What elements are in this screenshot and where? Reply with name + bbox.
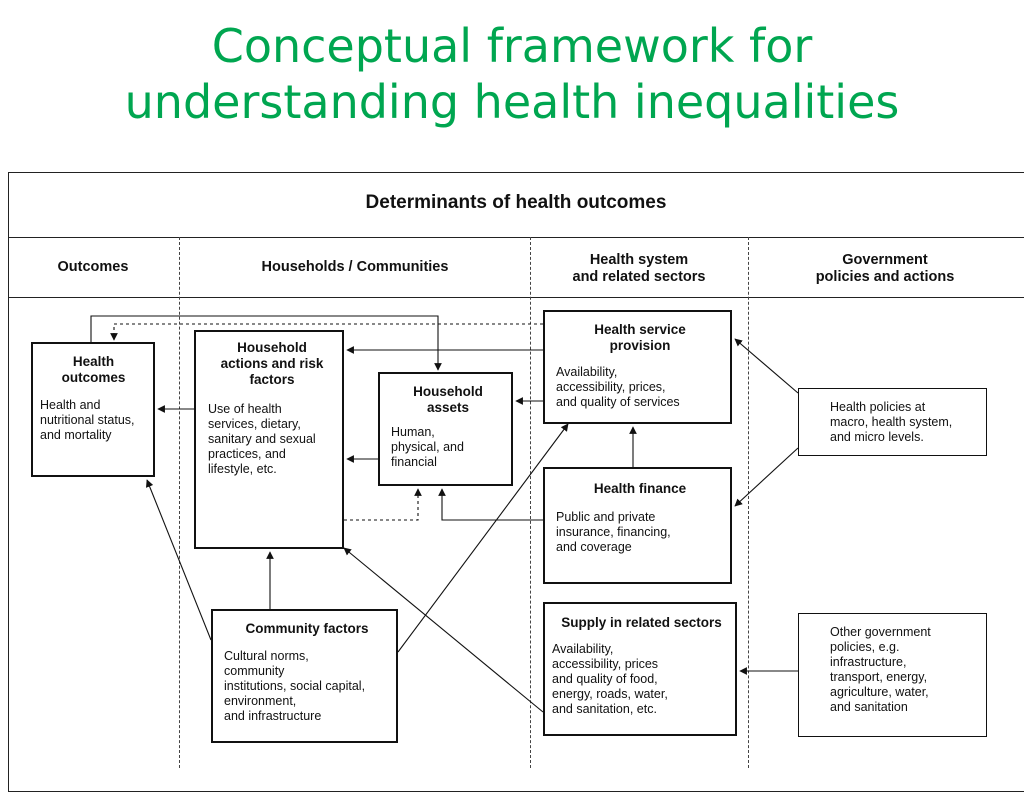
community-factors-text: Cultural norms, community institutions, social capital, environment, and infrastructure <box>224 649 366 723</box>
arrow-supply-to-actions <box>344 548 543 712</box>
health-finance-title: Health finance <box>593 481 687 496</box>
health-service-provision-title: Health service provision <box>594 322 686 353</box>
health-policies-text: Health policies at macro, health system, and micro levels. <box>830 400 953 444</box>
health-outcomes-title: Health outcomes <box>61 354 126 385</box>
arrow-community-to-provision <box>398 424 568 652</box>
supply-related-sectors-title: Supply in related sectors <box>561 615 722 630</box>
arrow-community-to-outcomes <box>147 480 211 640</box>
health-outcomes-text: Health and nutritional status, and mortality <box>40 398 135 442</box>
arrow-finance-to-assets <box>442 489 543 520</box>
diagram-header: Determinants of health outcomes <box>365 192 667 213</box>
slide-title-line-2: understanding health inequalities <box>124 75 900 129</box>
slide-title-line-1: Conceptual framework for <box>211 19 813 73</box>
column-header-households: Households / Communities <box>261 259 449 275</box>
health-service-provision-text: Availability, accessibility, prices, and quality of services <box>556 365 680 409</box>
column-header-outcomes: Outcomes <box>57 259 129 275</box>
arrow-policies-to-provision <box>735 339 798 393</box>
other-government-policies-text: Other government policies, e.g. infrastructure, transport, energy, agriculture, water, and sanitation <box>830 625 931 714</box>
supply-related-sectors-text: Availability, accessibility, prices and quality of food, energy, roads, water, and sanitation, etc. <box>552 642 668 716</box>
column-header-health-system: Health system and related sectors <box>572 252 706 285</box>
arrow-policies-to-finance <box>735 448 798 506</box>
household-actions-title: Household actions and risk factors <box>220 340 324 387</box>
health-finance-text: Public and private insurance, financing, and coverage <box>556 510 671 554</box>
column-header-government: Government policies and actions <box>815 252 955 285</box>
household-actions-text: Use of health services, dietary, sanitary and sexual practices, and lifestyle, etc. <box>208 402 316 476</box>
arrow-provision-to-outcomes-dashed <box>114 324 543 340</box>
arrow-actions-to-assets-dashed <box>344 489 418 520</box>
community-factors-title: Community factors <box>245 621 369 636</box>
household-assets-title: Household assets <box>413 384 483 415</box>
household-assets-text: Human, physical, and financial <box>391 425 464 469</box>
